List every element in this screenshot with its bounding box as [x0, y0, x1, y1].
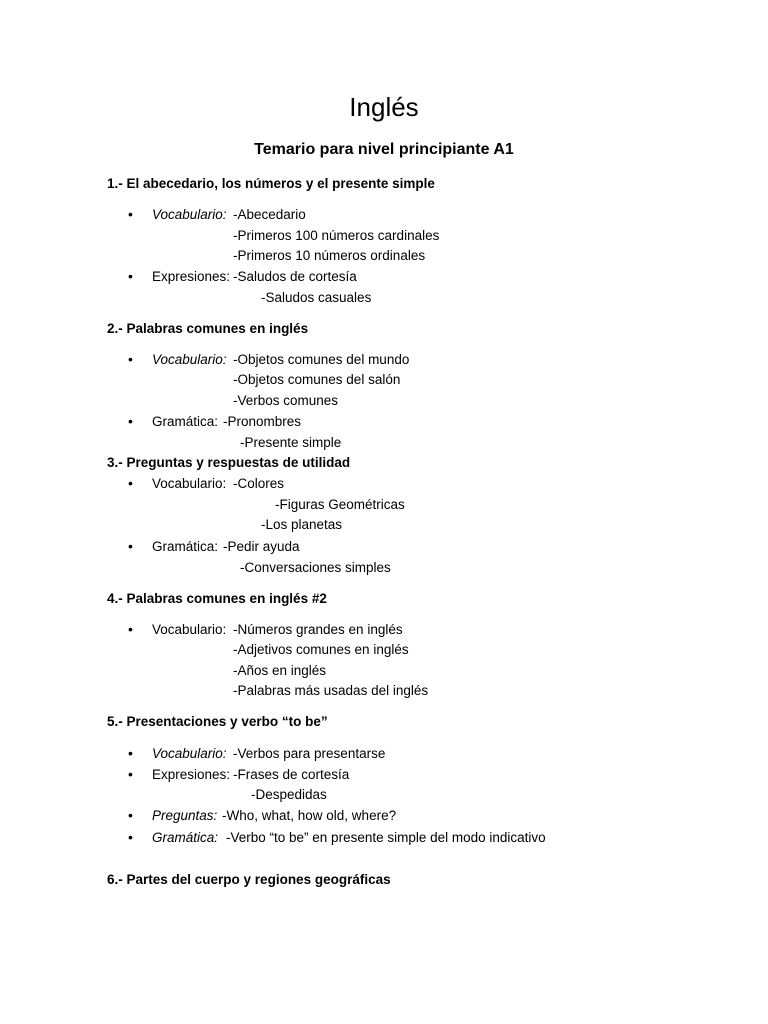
bullet-icon: •: [128, 351, 133, 367]
item-label: Vocabulario:: [152, 746, 227, 761]
item-text: -Verbos comunes: [233, 393, 339, 408]
item-text: -Verbos para presentarse: [233, 746, 386, 761]
bullet-icon: •: [128, 413, 133, 429]
item-label: Vocabulario:: [152, 352, 227, 367]
item-label: Expresiones:: [152, 767, 231, 782]
bullet-icon: •: [128, 268, 133, 284]
item-text: -Saludos de cortesía: [233, 269, 357, 284]
item-text: -Adjetivos comunes en inglés: [233, 642, 409, 657]
item-text: -Presente simple: [240, 435, 342, 450]
item-text: -Años en inglés: [233, 663, 327, 678]
bullet-icon: •: [128, 206, 133, 222]
item-text: -Objetos comunes del salón: [233, 372, 401, 387]
item-text: -Despedidas: [251, 787, 327, 802]
bullet-icon: •: [128, 475, 133, 491]
section-heading-4: 4.- Palabras comunes en inglés #2: [107, 591, 327, 606]
item-text: -Frases de cortesía: [233, 767, 350, 782]
section-heading-2: 2.- Palabras comunes en inglés: [107, 321, 309, 336]
bullet-icon: •: [128, 829, 133, 845]
bullet-icon: •: [128, 621, 133, 637]
item-text: -Saludos casuales: [261, 290, 372, 305]
item-text: -Objetos comunes del mundo: [233, 352, 410, 367]
section-heading-6: 6.- Partes del cuerpo y regiones geográficas: [107, 872, 391, 887]
document-subtitle: Temario para nivel principiante A1: [254, 141, 514, 158]
item-label: Gramática:: [152, 539, 219, 554]
item-label: Vocabulario:: [152, 476, 227, 491]
section-heading-5: 5.- Presentaciones y verbo “to be”: [107, 714, 328, 729]
item-label: Expresiones:: [152, 269, 231, 284]
item-text: -Abecedario: [233, 207, 306, 222]
item-text: -Figuras Geométricas: [275, 497, 405, 512]
item-label: Vocabulario:: [152, 207, 227, 222]
item-label: Gramática:: [152, 414, 219, 429]
item-text: -Palabras más usadas del inglés: [233, 683, 429, 698]
item-text: -Who, what, how old, where?: [222, 808, 397, 823]
item-label: Vocabulario:: [152, 622, 227, 637]
section-heading-3: 3.- Preguntas y respuestas de utilidad: [107, 455, 351, 470]
bullet-icon: •: [128, 807, 133, 823]
item-text: -Primeros 100 números cardinales: [233, 228, 440, 243]
document-title: Inglés: [349, 92, 419, 122]
item-text: -Verbo “to be” en presente simple del modo indicativo: [226, 830, 546, 845]
item-label: Preguntas:: [152, 808, 218, 823]
item-text: -Primeros 10 números ordinales: [233, 248, 426, 263]
bullet-icon: •: [128, 745, 133, 761]
bullet-icon: •: [128, 538, 133, 554]
item-text: -Números grandes en inglés: [233, 622, 403, 637]
item-label: Gramática:: [152, 830, 219, 845]
section-heading-1: 1.- El abecedario, los números y el presente simple: [107, 176, 435, 191]
item-text: -Pronombres: [223, 414, 302, 429]
bullet-icon: •: [128, 766, 133, 782]
item-text: -Los planetas: [261, 517, 343, 532]
item-text: -Conversaciones simples: [240, 560, 391, 575]
item-text: -Colores: [233, 476, 285, 491]
item-text: -Pedir ayuda: [223, 539, 300, 554]
